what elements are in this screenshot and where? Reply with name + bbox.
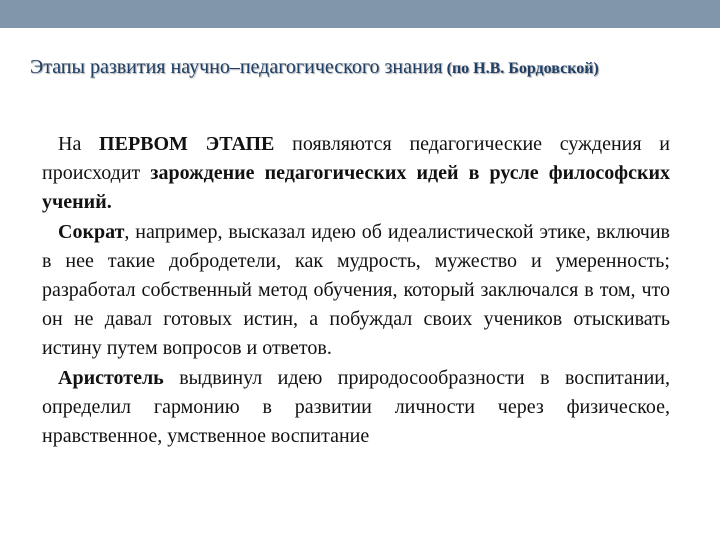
title-text: Этапы развития научно–педагогического знания bbox=[30, 56, 443, 78]
p2-text: , например, высказал идею об идеалистической этике, включив в нее такие добродетели, как мудрость, мужество и умеренность; разработал собственный метод обучения, который заключался в том, что он не давал готовых истин, а побуждал своих учеников отыскивать истину путем вопросов и ответов. bbox=[42, 220, 670, 360]
paragraph-aristotle bbox=[42, 364, 670, 452]
p1-bold-first-stage: ПЕРВОМ ЭТАПЕ bbox=[99, 133, 275, 155]
p2-bold-socrates: Сократ bbox=[58, 220, 125, 243]
top-bar bbox=[0, 0, 720, 28]
p3-bold-aristotle: Аристотель bbox=[58, 366, 164, 389]
p3-text: выдвинул идею природосообразности в воспитании, определил гармонию в развитии личности через физическое, нравственное, умственное воспитание bbox=[42, 366, 670, 448]
slide-title bbox=[30, 56, 720, 79]
p1-bold-origin: зарождение педагогических идей в русле философских учений. bbox=[42, 162, 670, 214]
title-note: (по Н.В. Бордовской) bbox=[446, 60, 599, 77]
p1-text-2: появляются педагогические суждения и происходит bbox=[42, 133, 670, 185]
paragraph-socrates bbox=[42, 218, 670, 364]
paragraph-first-stage bbox=[42, 130, 670, 218]
p1-text-1: На bbox=[58, 133, 100, 155]
slide-body bbox=[42, 130, 670, 451]
